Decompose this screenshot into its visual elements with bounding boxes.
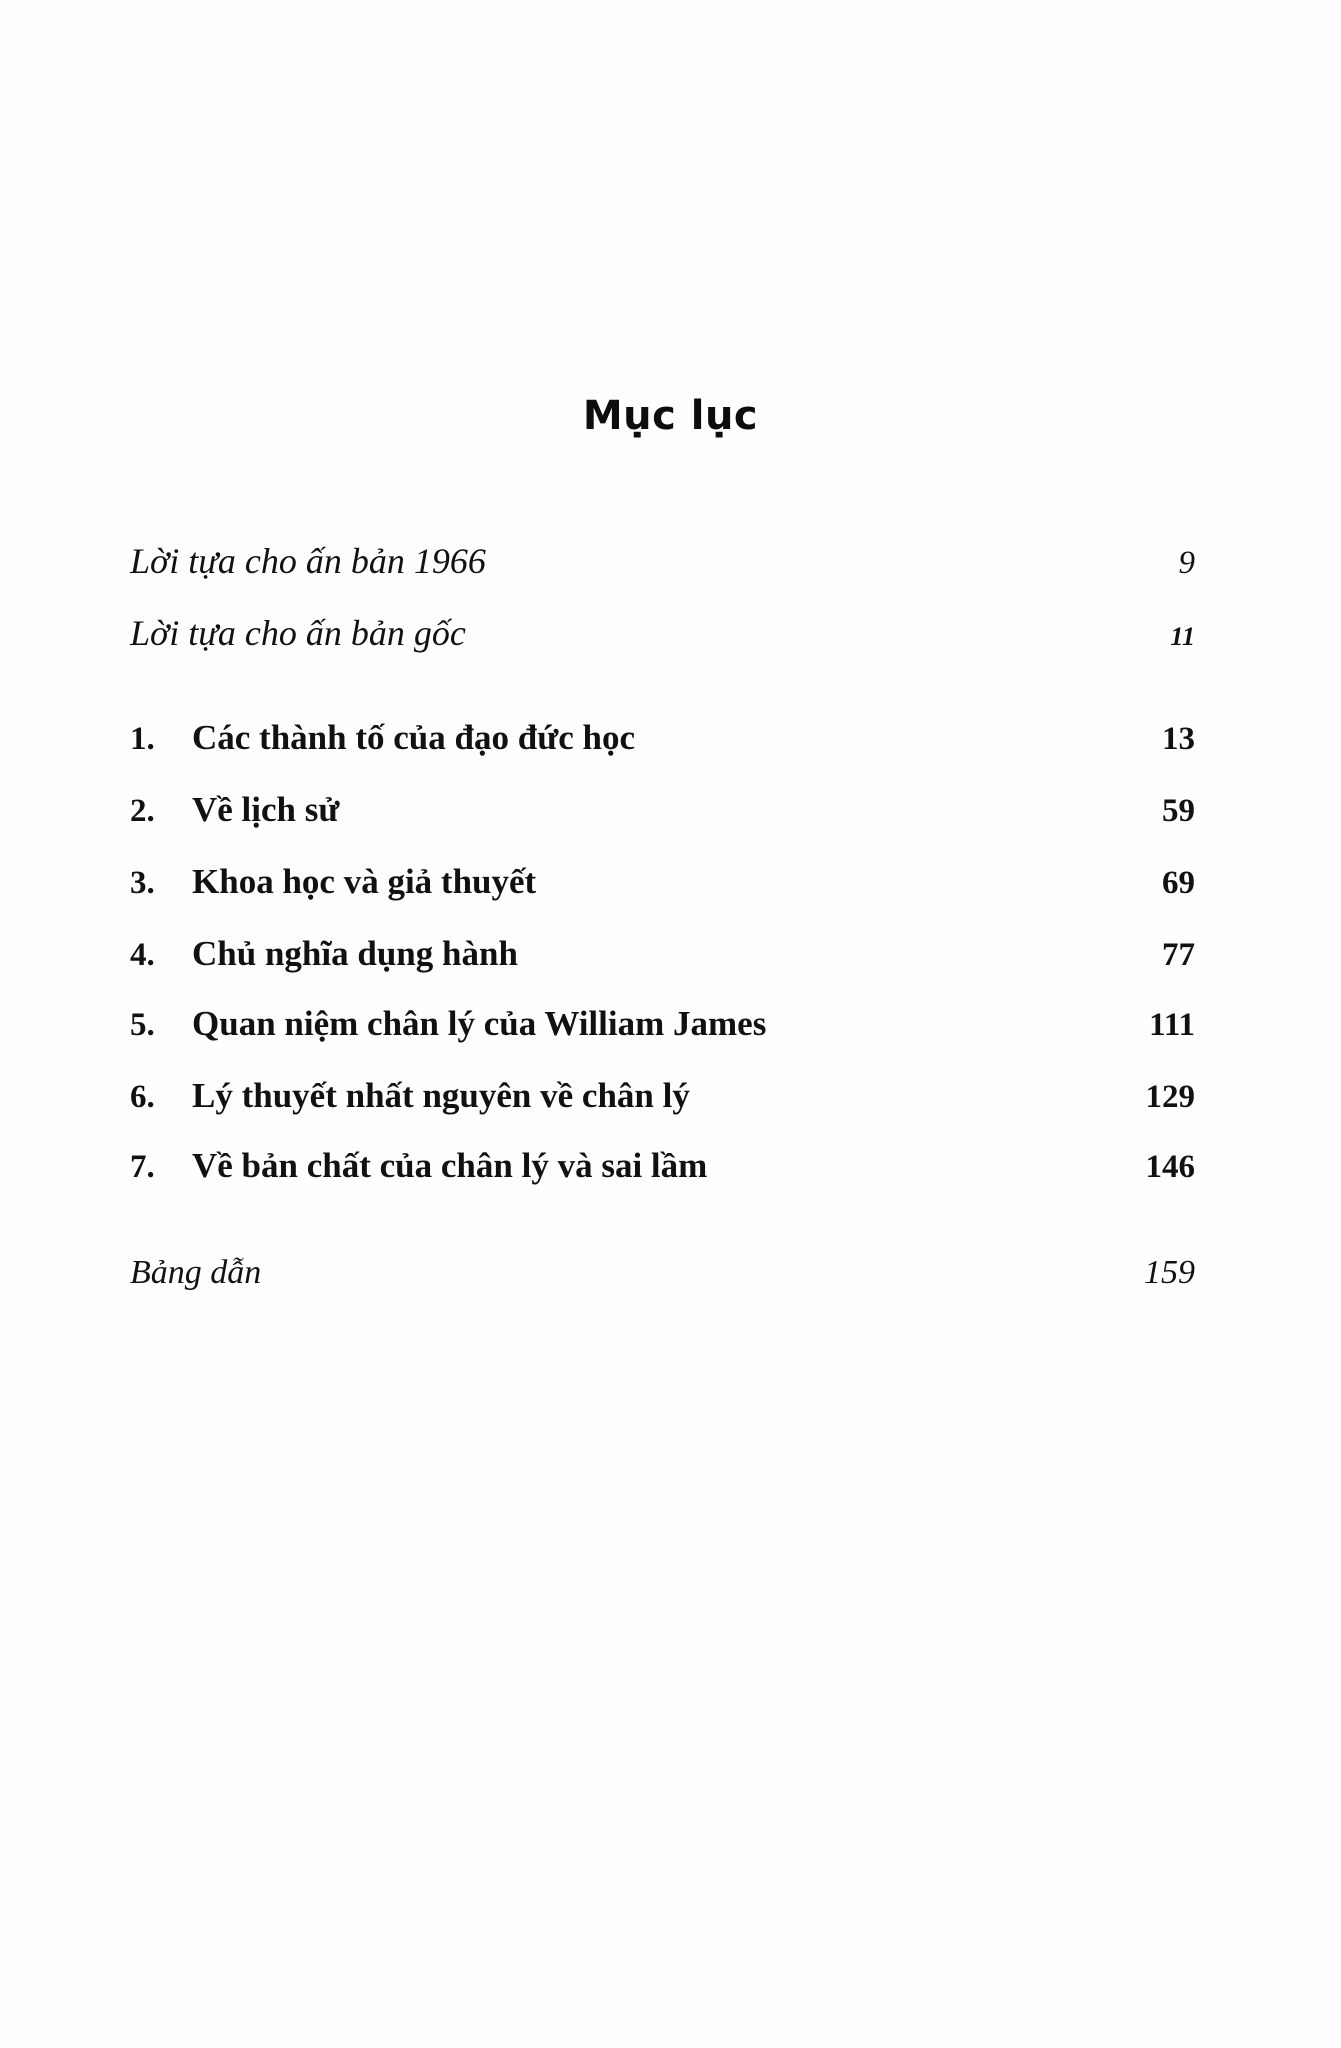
chapter-number: 2. [130, 793, 155, 829]
toc-entry-preface-1966 [130, 540, 1195, 590]
chapter-number: 3. [130, 865, 155, 901]
toc-entry-label: Lời tựa cho ấn bản gốc [130, 613, 466, 653]
toc-entry-page: 59 [1162, 793, 1195, 829]
toc-entry-label: Các thành tố của đạo đức học [192, 718, 635, 757]
toc-entry-chapter-5 [130, 1004, 1195, 1054]
toc-entry-page: 129 [1145, 1079, 1195, 1115]
toc-entry-page: 11 [1170, 622, 1195, 651]
toc-entry-chapter-1 [130, 718, 1195, 768]
toc-entry-label: Về lịch sử [192, 790, 340, 829]
toc-entry-label: Bảng dẫn [130, 1254, 262, 1291]
toc-entry-page: 13 [1162, 721, 1195, 757]
toc-entry-label: Chủ nghĩa dụng hành [192, 934, 518, 973]
page-title: Mục lục [582, 393, 759, 439]
toc-entry-label: Lý thuyết nhất nguyên về chân lý [192, 1076, 690, 1115]
toc-entry-page: 146 [1145, 1149, 1195, 1185]
toc-entry-page: 159 [1144, 1254, 1195, 1291]
toc-entry-chapter-3 [130, 862, 1195, 912]
toc-entry-chapter-4 [130, 934, 1195, 984]
toc-entry-page: 69 [1162, 865, 1195, 901]
toc-entry-page: 111 [1149, 1007, 1195, 1043]
toc-entry-label: Lời tựa cho ấn bản 1966 [130, 541, 486, 581]
toc-entry-label: Về bản chất của chân lý và sai lầm [192, 1146, 708, 1185]
toc-entry-label: Quan niệm chân lý của William James [192, 1004, 767, 1043]
toc-entry-label: Khoa học và giả thuyết [192, 862, 537, 901]
toc-entry-preface-original [130, 612, 1195, 662]
toc-entry-index [130, 1254, 1195, 1304]
toc-entry-page: 77 [1162, 937, 1195, 973]
toc-entry-chapter-6 [130, 1076, 1195, 1126]
toc-entry-chapter-7 [130, 1146, 1195, 1196]
chapter-number: 7. [130, 1149, 155, 1185]
chapter-number: 1. [130, 721, 155, 757]
toc-entry-chapter-2 [130, 790, 1195, 840]
chapter-number: 5. [130, 1007, 155, 1043]
chapter-number: 4. [130, 937, 155, 973]
chapter-number: 6. [130, 1079, 155, 1115]
toc-entry-page: 9 [1178, 545, 1195, 581]
